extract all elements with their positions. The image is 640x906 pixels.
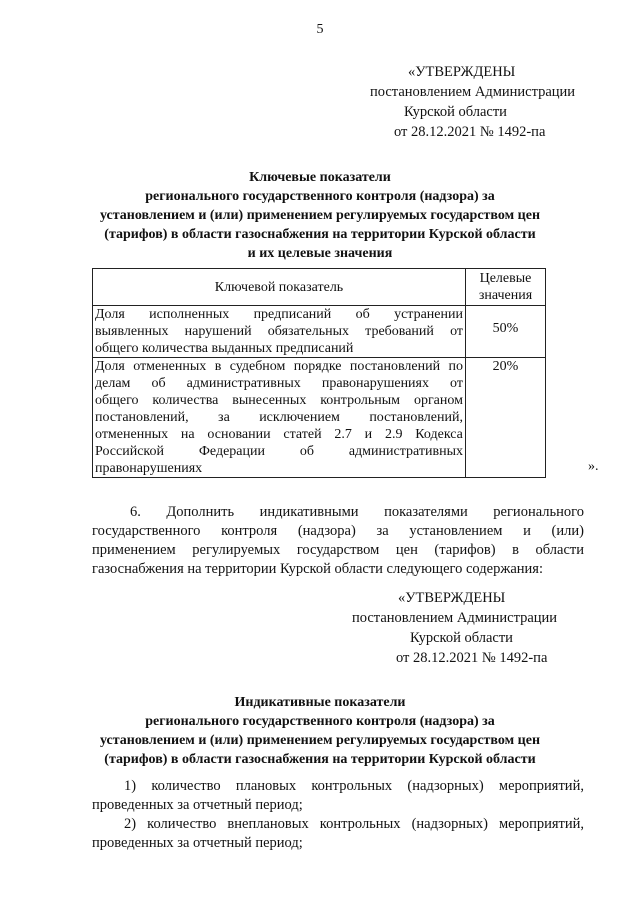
approval-date: от 28.12.2021 № 1492-па [394,124,546,140]
word: 1) [124,778,137,794]
approval-date: от 28.12.2021 № 1492-па [396,650,548,666]
word: органом [413,393,463,408]
approval-issuer: постановлением Администрации [352,610,558,626]
approval-heading: «УТВЕРЖДЕНЫ [408,64,516,80]
cell-line [95,323,463,340]
word: мероприятий, [498,816,584,832]
word: Доля [95,359,125,374]
cell-line [95,426,463,443]
word: 2) [124,816,137,832]
word: в [512,542,519,558]
word: основании [207,427,271,442]
word: индикативными [259,504,359,520]
approval-region: Курской области [404,104,507,120]
word: от [450,324,463,339]
cell-line: правонарушениях [95,461,203,476]
word: (тарифов) [434,542,496,558]
word: Кодекса [415,427,463,442]
word: области [535,542,584,558]
title-line: установлением и (или) применением регулируемых государством цен [99,733,541,748]
word: (надзора) [297,523,356,539]
word: регулируемых [192,542,281,558]
word: за [218,410,230,425]
word: административных [348,444,463,459]
word: предписаний [253,307,332,322]
word: статей [283,427,322,442]
word: постановлений, [95,410,189,425]
word: и [364,427,373,442]
cell-line [95,443,463,460]
target-value: 20% [466,358,546,478]
word: Федерации [198,444,265,459]
list-item-line [92,777,584,796]
list-item-line: проведенных за отчетный период; [92,835,303,851]
cell-line [95,409,463,426]
word: регионального [493,504,584,520]
word: отмененных [95,427,169,442]
paragraph-line: газоснабжения на территории Курской области следующего содержания: [92,561,544,577]
header-target-line: Целевые [479,271,532,286]
title-line: (тарифов) в области газоснабжения на территории Курской области [104,752,536,767]
closing-quote: ». [588,459,599,474]
word: Дополнить [166,504,235,520]
word: об [355,307,370,322]
word: Российской [95,444,164,459]
paragraph-6 [92,503,584,579]
indicator-description [93,306,466,358]
word: количество [147,816,217,832]
word: об [299,444,314,459]
word: Доля [95,307,125,322]
approval-stamp-1 [370,62,610,142]
word: делам [95,376,131,391]
word: государственного [92,523,201,539]
list-item-line: проведенных за отчетный период; [92,797,303,813]
word: постановлений, [369,410,463,425]
word: общего [95,393,139,408]
word: устранении [394,307,463,322]
word: в [214,359,222,374]
word: (или) [551,523,584,539]
word: 2.9 [384,427,403,442]
word: требований [365,324,434,339]
title-line: и их целевые значения [247,246,393,261]
indicative-list [92,777,584,853]
word: отмененных [133,359,207,374]
word: постановлений [349,359,441,374]
word: исключением [259,410,340,425]
word: за [376,523,389,539]
word: контрольных [311,778,393,794]
word: цен [395,542,418,558]
approval-region: Курской области [410,630,513,646]
word: контрольным [320,393,401,408]
word: нарушений [184,324,252,339]
indicative-indicators-title [60,693,580,769]
table-row [93,306,546,358]
word: установлением [409,523,503,539]
paragraph-line [92,522,584,541]
word: количество [151,778,221,794]
word: показателями [384,504,468,520]
word: применением [92,542,176,558]
approval-heading: «УТВЕРЖДЕНЫ [398,590,506,606]
list-item-line [92,815,584,834]
word: (надзорных) [407,778,484,794]
word: административных [186,376,301,391]
approval-issuer: постановлением Администрации [370,84,576,100]
title-line: Индикативные показатели [234,695,406,710]
word: обязательных [267,324,349,339]
word: контрольных [319,816,401,832]
table-header-row [93,269,546,306]
table-row [93,358,546,478]
approval-stamp-2 [352,588,592,668]
key-indicators-table [92,268,546,478]
list-item [92,777,584,815]
target-value: 50% [466,306,546,358]
header-indicator: Ключевой показатель [93,269,466,306]
cell-line [95,358,463,375]
cell-line: общего количества выданных предписаний [95,341,354,356]
word: от [450,376,463,391]
title-line: установлением и (или) применением регулируемых государством цен [99,208,541,223]
paragraph-line [92,503,584,522]
page-number: 5 [316,22,324,37]
cell-line [95,392,463,409]
word: 2.7 [334,427,352,442]
word: исполненных [149,307,230,322]
word: 6. [130,504,141,520]
word: порядке [293,359,342,374]
word: по [448,359,463,374]
word: контроля [221,523,278,539]
word: мероприятий, [498,778,584,794]
word: об [151,376,166,391]
paragraph-line [92,541,584,560]
title-line: (тарифов) в области газоснабжения на территории Курской области [104,227,536,242]
word: на [180,427,195,442]
cell-line [95,306,463,323]
list-item [92,815,584,853]
word: количества [152,393,219,408]
key-indicators-title [60,168,580,263]
word: судебном [229,359,286,374]
word: государством [296,542,380,558]
word: плановых [235,778,297,794]
word: и [523,523,531,539]
indicator-description [93,358,466,478]
word: вынесенных [232,393,307,408]
word: выявленных [95,324,169,339]
word: внеплановых [227,816,309,832]
title-line: Ключевые показатели [249,170,391,185]
header-target-line: значения [478,288,533,303]
title-line: регионального государственного контроля (надзора) за [145,714,495,729]
header-target-values [466,269,546,306]
word: (надзорных) [411,816,488,832]
cell-line [95,375,463,392]
title-line: регионального государственного контроля (надзора) за [145,189,495,204]
word: правонарушениях [321,376,429,391]
